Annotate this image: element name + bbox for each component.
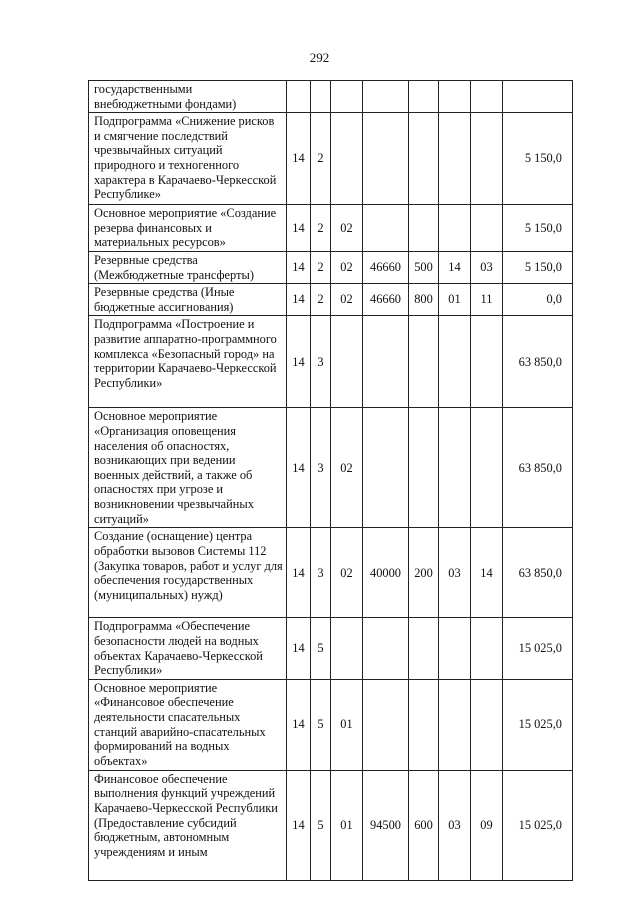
cell-code-1: 14 bbox=[287, 113, 311, 205]
row-name: Резервные средства (Иные бюджетные ассигнования) bbox=[89, 284, 287, 316]
cell-code-5 bbox=[409, 113, 439, 205]
cell-code-5 bbox=[409, 316, 439, 408]
cell-code-1: 14 bbox=[287, 251, 311, 283]
cell-code-1 bbox=[287, 81, 311, 113]
row-name: Подпрограмма «Обеспечение безопасности людей на водных объектах Карачаево-Черкесской Республики» bbox=[89, 618, 287, 679]
cell-code-1: 14 bbox=[287, 618, 311, 679]
cell-code-2: 2 bbox=[311, 205, 331, 252]
cell-code-4: 46660 bbox=[363, 251, 409, 283]
cell-code-5 bbox=[409, 618, 439, 679]
table-row bbox=[89, 81, 573, 113]
cell-amount: 15 025,0 bbox=[503, 618, 573, 679]
cell-code-3: 02 bbox=[331, 205, 363, 252]
cell-code-1: 14 bbox=[287, 770, 311, 880]
cell-code-7: 09 bbox=[471, 770, 503, 880]
cell-code-5: 500 bbox=[409, 251, 439, 283]
cell-code-5: 800 bbox=[409, 284, 439, 316]
cell-code-6 bbox=[439, 113, 471, 205]
cell-code-3: 01 bbox=[331, 679, 363, 770]
table-row bbox=[89, 770, 573, 880]
cell-code-4 bbox=[363, 316, 409, 408]
cell-code-6: 01 bbox=[439, 284, 471, 316]
cell-code-2: 3 bbox=[311, 528, 331, 618]
cell-code-6 bbox=[439, 408, 471, 528]
row-name: Подпрограмма «Построение и развитие аппаратно-программного комплекса «Безопасный город» на территории Карачаево-Черкесской Республики» bbox=[89, 316, 287, 408]
row-name: Подпрограмма «Снижение рисков и смягчение последствий чрезвычайных ситуаций природного и техногенного характера в Карачаево-Черкесской Республике» bbox=[89, 113, 287, 205]
table-row bbox=[89, 679, 573, 770]
table-row bbox=[89, 205, 573, 252]
cell-amount: 63 850,0 bbox=[503, 408, 573, 528]
cell-code-1: 14 bbox=[287, 408, 311, 528]
cell-code-7 bbox=[471, 316, 503, 408]
cell-code-4 bbox=[363, 408, 409, 528]
cell-code-7 bbox=[471, 408, 503, 528]
row-name: Основное мероприятие «Создание резерва финансовых и материальных ресурсов» bbox=[89, 205, 287, 252]
cell-code-6 bbox=[439, 316, 471, 408]
cell-code-1: 14 bbox=[287, 316, 311, 408]
cell-code-4 bbox=[363, 205, 409, 252]
row-name: Основное мероприятие «Финансовое обеспечение деятельности спасательных станций аварийно-спасательных формирований на водных объектах» bbox=[89, 679, 287, 770]
table-row bbox=[89, 251, 573, 283]
cell-code-6: 03 bbox=[439, 528, 471, 618]
cell-code-4 bbox=[363, 81, 409, 113]
table-row bbox=[89, 113, 573, 205]
cell-code-6 bbox=[439, 679, 471, 770]
cell-amount: 15 025,0 bbox=[503, 770, 573, 880]
cell-code-5 bbox=[409, 81, 439, 113]
cell-code-2: 2 bbox=[311, 113, 331, 205]
cell-code-6: 03 bbox=[439, 770, 471, 880]
page-number: 292 bbox=[309, 50, 330, 65]
cell-code-2: 5 bbox=[311, 770, 331, 880]
row-name: Создание (оснащение) центра обработки вызовов Системы 112 (Закупка товаров, работ и услуг для обеспечения государственных (муниципальных) нужд) bbox=[89, 528, 287, 618]
cell-code-3: 02 bbox=[331, 408, 363, 528]
cell-code-7: 11 bbox=[471, 284, 503, 316]
cell-code-2: 2 bbox=[311, 284, 331, 316]
cell-code-2: 3 bbox=[311, 408, 331, 528]
cell-amount: 5 150,0 bbox=[503, 113, 573, 205]
cell-code-3: 02 bbox=[331, 528, 363, 618]
cell-code-5 bbox=[409, 408, 439, 528]
cell-code-7 bbox=[471, 81, 503, 113]
cell-code-2: 5 bbox=[311, 679, 331, 770]
cell-code-1: 14 bbox=[287, 284, 311, 316]
cell-code-4 bbox=[363, 679, 409, 770]
cell-amount bbox=[503, 81, 573, 113]
cell-code-3 bbox=[331, 81, 363, 113]
cell-code-1: 14 bbox=[287, 205, 311, 252]
row-name: государственными внебюджетными фондами) bbox=[89, 81, 287, 113]
cell-code-7 bbox=[471, 679, 503, 770]
cell-amount: 63 850,0 bbox=[503, 316, 573, 408]
cell-code-3: 02 bbox=[331, 251, 363, 283]
cell-code-7 bbox=[471, 113, 503, 205]
cell-amount: 5 150,0 bbox=[503, 251, 573, 283]
cell-code-1: 14 bbox=[287, 528, 311, 618]
cell-code-3: 02 bbox=[331, 284, 363, 316]
cell-amount: 5 150,0 bbox=[503, 205, 573, 252]
cell-code-7: 03 bbox=[471, 251, 503, 283]
cell-code-7 bbox=[471, 205, 503, 252]
table-row bbox=[89, 528, 573, 618]
row-name: Финансовое обеспечение выполнения функций учреждений Карачаево-Черкесской Республики (Предоставление субсидий бюджетным, автономным учреждениям и иным bbox=[89, 770, 287, 880]
cell-code-3 bbox=[331, 618, 363, 679]
cell-amount: 15 025,0 bbox=[503, 679, 573, 770]
budget-table bbox=[88, 80, 573, 881]
cell-code-4: 40000 bbox=[363, 528, 409, 618]
cell-code-3: 01 bbox=[331, 770, 363, 880]
row-name: Основное мероприятие «Организация оповещения населения об опасностях, возникающих при ведении военных действий, а также об опасностях при угрозе и возникновении чрезвычайных ситуаций» bbox=[89, 408, 287, 528]
cell-code-7 bbox=[471, 618, 503, 679]
cell-amount: 63 850,0 bbox=[503, 528, 573, 618]
row-name: Резервные средства (Межбюджетные трансферты) bbox=[89, 251, 287, 283]
cell-code-5: 200 bbox=[409, 528, 439, 618]
cell-code-2: 5 bbox=[311, 618, 331, 679]
cell-code-2: 3 bbox=[311, 316, 331, 408]
cell-code-7: 14 bbox=[471, 528, 503, 618]
cell-code-3 bbox=[331, 316, 363, 408]
cell-code-4: 46660 bbox=[363, 284, 409, 316]
cell-code-6 bbox=[439, 618, 471, 679]
cell-code-5 bbox=[409, 679, 439, 770]
cell-code-5: 600 bbox=[409, 770, 439, 880]
cell-code-5 bbox=[409, 205, 439, 252]
cell-amount: 0,0 bbox=[503, 284, 573, 316]
cell-code-3 bbox=[331, 113, 363, 205]
cell-code-2 bbox=[311, 81, 331, 113]
table-row bbox=[89, 618, 573, 679]
table-row bbox=[89, 284, 573, 316]
table-row bbox=[89, 316, 573, 408]
cell-code-2: 2 bbox=[311, 251, 331, 283]
cell-code-4 bbox=[363, 618, 409, 679]
cell-code-6 bbox=[439, 205, 471, 252]
cell-code-6: 14 bbox=[439, 251, 471, 283]
cell-code-1: 14 bbox=[287, 679, 311, 770]
cell-code-4 bbox=[363, 113, 409, 205]
table-row bbox=[89, 408, 573, 528]
cell-code-4: 94500 bbox=[363, 770, 409, 880]
cell-code-6 bbox=[439, 81, 471, 113]
